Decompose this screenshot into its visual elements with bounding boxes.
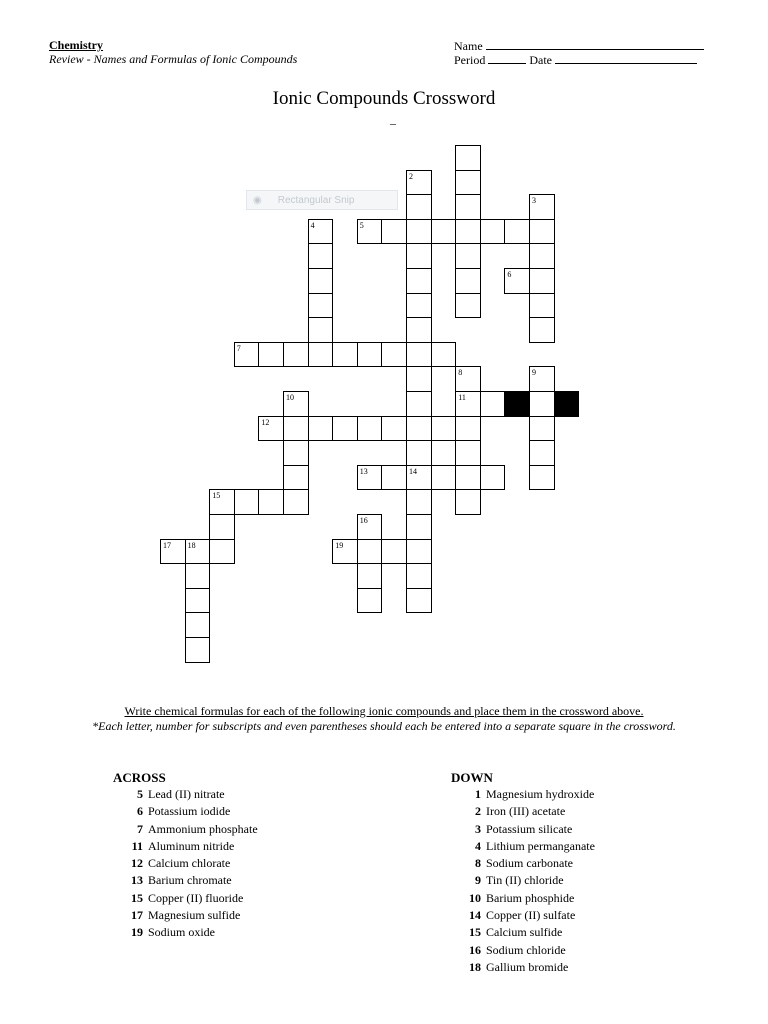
clue-text: Barium phosphide — [486, 890, 575, 905]
clue-number: 5 — [137, 787, 143, 801]
crossword-cell[interactable] — [431, 465, 457, 491]
crossword-cell[interactable] — [406, 317, 432, 343]
crossword-cell[interactable] — [283, 465, 309, 491]
crossword-cell[interactable] — [332, 342, 358, 368]
crossword-cell[interactable] — [283, 416, 309, 442]
crossword-cell[interactable] — [504, 268, 530, 294]
clue-text: Sodium oxide — [148, 925, 216, 940]
clue-number: 12 — [261, 417, 270, 427]
crossword-cell[interactable] — [406, 194, 432, 220]
clue-text: Aluminum nitride — [148, 838, 235, 853]
clue-number: 13 — [131, 873, 143, 888]
crossword-cell[interactable] — [406, 366, 432, 392]
clue-number: 2 — [475, 804, 481, 819]
crossword-cell[interactable] — [529, 366, 555, 392]
crossword-cell[interactable] — [529, 317, 555, 343]
crossword-cell[interactable] — [431, 219, 457, 245]
clue-number: 11 — [458, 393, 466, 402]
crossword-cell[interactable] — [406, 268, 432, 294]
instructions-line-1: Write chemical formulas for each of the following ionic compounds and place them in the crossword above. — [124, 704, 644, 718]
title-mark: _ — [390, 112, 396, 126]
crossword-cell[interactable] — [308, 243, 334, 269]
crossword-cell[interactable] — [455, 145, 481, 171]
worksheet-subtitle: Review - Names and Formulas of Ionic Compounds — [49, 52, 298, 66]
crossword-cell[interactable] — [529, 243, 555, 269]
crossword-cell[interactable] — [357, 539, 383, 565]
crossword-cell[interactable] — [406, 170, 432, 196]
clue-text: Gallium bromide — [486, 959, 569, 974]
across-section — [113, 770, 258, 942]
crossword-cell[interactable] — [455, 416, 481, 442]
across-clue — [113, 838, 258, 855]
crossword-cell[interactable] — [381, 219, 407, 245]
clue-text: Calcium chlorate — [148, 856, 231, 871]
clue-number: 19 — [131, 925, 143, 940]
crossword-cell[interactable] — [455, 243, 481, 269]
crossword-cell[interactable] — [406, 391, 432, 417]
crossword-cell[interactable] — [332, 539, 358, 565]
crossword-cell[interactable] — [209, 489, 235, 515]
clue-number: 12 — [131, 856, 143, 871]
crossword-cell[interactable] — [209, 514, 235, 540]
rectangular-snip-overlay — [246, 190, 398, 210]
date-label: Date — [529, 53, 552, 67]
down-section — [451, 770, 595, 976]
down-clue — [451, 855, 595, 872]
clue-number: 15 — [212, 491, 221, 501]
crossword-cell[interactable] — [357, 416, 383, 442]
crossword-cell[interactable] — [455, 366, 481, 392]
crossword-cell[interactable] — [185, 539, 211, 565]
crossword-cell[interactable] — [406, 588, 432, 614]
crossword-cell[interactable] — [529, 219, 555, 245]
clue-number: 19 — [335, 540, 344, 550]
crossword-cell[interactable] — [381, 416, 407, 442]
crossword-cell[interactable] — [406, 342, 432, 368]
clue-number: 9 — [532, 368, 536, 378]
crossword-cell[interactable] — [185, 588, 211, 614]
crossword-blocked-cell — [554, 391, 580, 417]
page-title: Ionic Compounds Crossword — [272, 88, 496, 109]
clue-text: Copper (II) sulfate — [486, 908, 576, 923]
crossword-cell[interactable] — [406, 539, 432, 565]
crossword-cell[interactable] — [357, 342, 383, 368]
crossword-cell[interactable] — [455, 268, 481, 294]
down-clue — [451, 959, 595, 976]
crossword-cell[interactable] — [357, 219, 383, 245]
clue-number: 14 — [469, 908, 481, 923]
crossword-cell[interactable] — [529, 293, 555, 319]
clue-text: Potassium silicate — [486, 821, 573, 836]
instructions-line-2: *Each letter, number for subscripts and even parentheses should each be entered into a separate square in the crossword. — [92, 719, 676, 733]
clue-number: 13 — [359, 466, 368, 476]
clue-number: 7 — [137, 821, 143, 836]
crossword-cell[interactable] — [258, 342, 284, 368]
down-clue — [451, 907, 595, 924]
crossword-cell[interactable] — [455, 293, 481, 319]
crossword-cell[interactable] — [332, 416, 358, 442]
clue-number: 3 — [532, 196, 536, 206]
clue-number: 11 — [131, 838, 143, 853]
clue-number: 5 — [359, 220, 364, 230]
crossword-cell[interactable] — [357, 588, 383, 614]
clue-text: Magnesium sulfide — [148, 908, 241, 923]
across-clue — [113, 890, 258, 907]
across-clue-list — [113, 786, 258, 942]
snip-label: Rectangular Snip — [277, 195, 355, 206]
crossword-cell[interactable] — [406, 563, 432, 589]
clue-number: 14 — [409, 466, 417, 476]
down-clue — [451, 786, 595, 803]
crossword-cell[interactable] — [406, 293, 432, 319]
crossword-cell[interactable] — [504, 219, 530, 245]
clue-text: Lithium permanganate — [486, 838, 595, 853]
period-label: Period — [454, 53, 486, 67]
crossword-cell[interactable] — [455, 219, 481, 245]
clue-text: Barium chromate — [148, 873, 232, 888]
crossword-cell[interactable] — [381, 539, 407, 565]
clue-number: 18 — [187, 540, 196, 550]
crossword-cell[interactable] — [406, 465, 432, 491]
crossword-cell[interactable] — [529, 391, 555, 417]
crossword-cell[interactable] — [529, 416, 555, 442]
crossword-cell[interactable] — [357, 514, 383, 540]
crossword-cell[interactable] — [283, 440, 309, 466]
clue-number: 17 — [163, 540, 171, 550]
clue-number: 6 — [137, 804, 143, 819]
clue-number: 15 — [469, 925, 481, 940]
crossword-blocked-cell — [504, 391, 530, 417]
down-clue — [451, 838, 595, 855]
clue-number: 4 — [475, 838, 481, 853]
crossword-cell[interactable] — [308, 416, 334, 442]
crossword-cell[interactable] — [480, 465, 506, 491]
crossword-cell[interactable] — [455, 440, 481, 466]
crossword-cell[interactable] — [357, 465, 383, 491]
crossword-cell[interactable] — [209, 539, 235, 565]
across-clue — [113, 872, 258, 889]
crossword-cell[interactable] — [234, 489, 260, 515]
clue-text: Iron (III) acetate — [486, 804, 566, 819]
crossword-cell[interactable] — [406, 489, 432, 515]
clue-number: 7 — [236, 343, 241, 353]
crossword-cell[interactable] — [455, 489, 481, 515]
clue-text: Magnesium hydroxide — [486, 787, 595, 801]
clue-number: 4 — [310, 220, 315, 230]
crossword-cell[interactable] — [381, 465, 407, 491]
crossword-cell[interactable] — [529, 465, 555, 491]
course-title: Chemistry — [49, 38, 103, 52]
across-clue — [113, 786, 258, 803]
clue-number: 17 — [131, 908, 143, 923]
crossword-cell[interactable] — [185, 563, 211, 589]
crossword-cell[interactable] — [308, 342, 334, 368]
clue-text: Potassium iodide — [148, 804, 231, 819]
down-clue — [451, 803, 595, 820]
crossword-cell[interactable] — [529, 194, 555, 220]
crossword-cell[interactable] — [431, 342, 457, 368]
crossword-cell[interactable] — [160, 539, 186, 565]
clue-number: 3 — [475, 821, 481, 836]
clue-number: 1 — [475, 787, 481, 801]
crossword-cell[interactable] — [455, 465, 481, 491]
down-clue — [451, 942, 595, 959]
clue-text: Copper (II) fluoride — [148, 890, 244, 905]
crossword-cell[interactable] — [529, 440, 555, 466]
crossword-cell[interactable] — [357, 563, 383, 589]
crossword-cell[interactable] — [406, 440, 432, 466]
crossword-cell[interactable] — [381, 342, 407, 368]
crossword-cell[interactable] — [455, 194, 481, 220]
down-clue — [451, 924, 595, 941]
clue-text: Lead (II) nitrate — [148, 787, 225, 801]
crossword-cell[interactable] — [283, 489, 309, 515]
down-clue — [451, 890, 595, 907]
down-clue — [451, 821, 595, 838]
clue-number: 9 — [475, 873, 481, 888]
clue-number: 10 — [286, 393, 294, 402]
crossword-cell[interactable] — [258, 489, 284, 515]
clue-number: 8 — [475, 856, 481, 871]
clue-number: 10 — [469, 890, 481, 905]
across-clue — [113, 821, 258, 838]
crossword-cell[interactable] — [185, 637, 211, 663]
crossword-cell[interactable] — [308, 317, 334, 343]
clue-number: 15 — [131, 890, 143, 905]
down-clue — [451, 872, 595, 889]
snip-mode-icon: ◉ — [253, 195, 262, 206]
clue-number: 16 — [469, 942, 481, 957]
crossword-cell[interactable] — [480, 391, 506, 417]
clue-text: Tin (II) chloride — [486, 873, 564, 888]
name-label: Name — [454, 39, 483, 53]
down-heading: DOWN — [451, 770, 493, 785]
down-clue-list — [451, 786, 595, 976]
clue-number: 6 — [507, 270, 512, 279]
across-clue — [113, 803, 258, 820]
clue-number: 2 — [409, 171, 413, 181]
crossword-cell[interactable] — [406, 243, 432, 269]
crossword-cell[interactable] — [283, 342, 309, 368]
crossword-cell[interactable] — [529, 268, 555, 294]
clue-number: 16 — [359, 516, 368, 525]
crossword-cell[interactable] — [308, 268, 334, 294]
crossword-cell[interactable] — [234, 342, 260, 368]
across-clue — [113, 924, 258, 941]
clue-text: Ammonium phosphate — [148, 821, 258, 836]
across-clue — [113, 907, 258, 924]
across-heading: ACROSS — [113, 770, 166, 785]
crossword-cell[interactable] — [406, 416, 432, 442]
crossword-cell[interactable] — [480, 219, 506, 245]
crossword-cell[interactable] — [308, 219, 334, 245]
across-clue — [113, 855, 258, 872]
clue-number: 8 — [458, 368, 463, 378]
clue-number: 18 — [469, 959, 481, 974]
crossword-cell[interactable] — [406, 219, 432, 245]
clue-text: Sodium carbonate — [486, 856, 573, 871]
crossword-cell[interactable] — [455, 391, 481, 417]
crossword-cell[interactable] — [258, 416, 284, 442]
clue-text: Sodium chloride — [486, 942, 566, 957]
crossword-cell[interactable] — [406, 514, 432, 540]
crossword-cell[interactable] — [455, 170, 481, 196]
crossword-cell[interactable] — [185, 612, 211, 638]
crossword-cell[interactable] — [431, 416, 457, 442]
clue-text: Calcium sulfide — [486, 925, 563, 940]
crossword-cell[interactable] — [308, 293, 334, 319]
crossword-cell[interactable] — [283, 391, 309, 417]
